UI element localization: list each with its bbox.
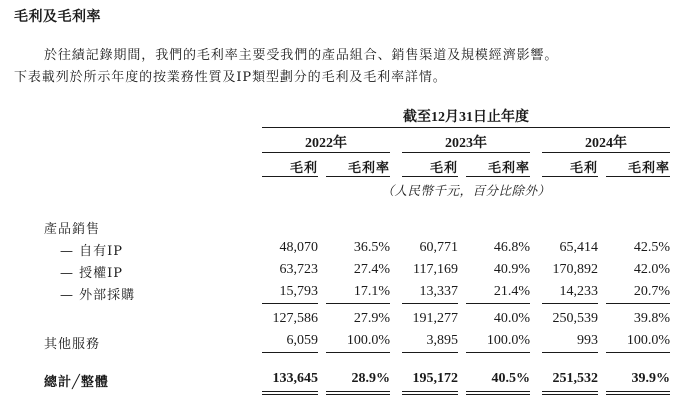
total-double-rule: [402, 391, 458, 395]
subtotal-cell: 127,586: [272, 311, 318, 326]
section-label-product-sales: 產品銷售: [44, 222, 101, 237]
table-cell: 100.0%: [486, 333, 530, 348]
subheader-rule: [326, 176, 390, 177]
subtotal-cell: 40.0%: [493, 311, 530, 326]
subtotal-cell: 250,539: [552, 311, 598, 326]
year-rule-2022: [262, 152, 390, 153]
section-title: 毛利及毛利率: [14, 9, 101, 25]
paragraph-line-1: 於往績記錄期間，我們的毛利率主要受我們的產品組合、銷售渠道及規模經濟影響。: [44, 48, 559, 63]
subtotal-rule: [542, 303, 598, 304]
row-label: 其他服務: [44, 337, 101, 352]
table-cell: 36.5%: [353, 240, 390, 255]
table-cell: 170,892: [552, 262, 598, 277]
table-cell: 993: [577, 333, 598, 348]
year-header-2024: 2024年: [585, 136, 627, 151]
total-cell: 133,645: [272, 371, 318, 386]
total-cell: 39.9%: [631, 371, 670, 386]
subheader-rule: [262, 176, 318, 177]
subheader-rule: [606, 176, 670, 177]
table-cell: 100.0%: [626, 333, 670, 348]
total-double-rule: [262, 391, 318, 395]
paragraph-line-2: 下表載列於所示年度的按業務性質及IP類型劃分的毛利及毛利率詳情。: [14, 70, 447, 85]
subheader-gross-profit: 毛利: [569, 161, 598, 176]
subtotal-cell: 191,277: [412, 311, 458, 326]
total-rule: [606, 352, 670, 353]
table-cell: 6,059: [286, 333, 318, 348]
row-label: — 自有IP: [60, 244, 124, 259]
year-header-2023: 2023年: [445, 136, 487, 151]
year-header-2022: 2022年: [305, 136, 347, 151]
table-cell: 46.8%: [493, 240, 530, 255]
table-cell: 42.5%: [633, 240, 670, 255]
table-cell: 3,895: [426, 333, 458, 348]
subheader-gross-margin: 毛利率: [347, 161, 390, 176]
table-cell: 42.0%: [633, 262, 670, 277]
total-rule: [542, 352, 598, 353]
table-cell: 100.0%: [346, 333, 390, 348]
total-rule: [262, 352, 318, 353]
table-cell: 15,793: [279, 284, 318, 299]
table-cell: 65,414: [559, 240, 598, 255]
total-cell: 251,532: [552, 371, 598, 386]
row-label: — 外部採購: [60, 288, 136, 303]
period-header: 截至12月31日止年度: [403, 110, 529, 125]
total-label: 總計╱整體: [44, 375, 109, 390]
row-label: — 授權IP: [60, 266, 124, 281]
subtotal-rule: [606, 303, 670, 304]
subheader-rule: [542, 176, 598, 177]
table-cell: 14,233: [559, 284, 598, 299]
total-cell: 40.5%: [491, 371, 530, 386]
table-cell: 17.1%: [353, 284, 390, 299]
total-rule: [402, 352, 458, 353]
subtotal-rule: [326, 303, 390, 304]
subheader-gross-profit: 毛利: [289, 161, 318, 176]
total-double-rule: [326, 391, 390, 395]
total-double-rule: [606, 391, 670, 395]
table-cell: 40.9%: [493, 262, 530, 277]
subheader-rule: [466, 176, 530, 177]
subtotal-rule: [402, 303, 458, 304]
table-cell: 13,337: [419, 284, 458, 299]
total-rule: [326, 352, 390, 353]
table-cell: 20.7%: [633, 284, 670, 299]
subheader-gross-margin: 毛利率: [487, 161, 530, 176]
table-cell: 48,070: [279, 240, 318, 255]
unit-note: （人民幣千元，百分比除外）: [381, 183, 551, 198]
total-double-rule: [466, 391, 530, 395]
subtotal-rule: [262, 303, 318, 304]
subheader-gross-margin: 毛利率: [627, 161, 670, 176]
subheader-gross-profit: 毛利: [429, 161, 458, 176]
table-cell: 63,723: [279, 262, 318, 277]
header-rule: [262, 127, 670, 128]
year-rule-2023: [402, 152, 530, 153]
table-cell: 27.4%: [353, 262, 390, 277]
subtotal-cell: 39.8%: [633, 311, 670, 326]
table-cell: 21.4%: [493, 284, 530, 299]
total-cell: 195,172: [412, 371, 458, 386]
total-double-rule: [542, 391, 598, 395]
subtotal-cell: 27.9%: [353, 311, 390, 326]
total-rule: [466, 352, 530, 353]
subtotal-rule: [466, 303, 530, 304]
total-cell: 28.9%: [351, 371, 390, 386]
subheader-rule: [402, 176, 458, 177]
table-cell: 117,169: [413, 262, 458, 277]
table-cell: 60,771: [419, 240, 458, 255]
year-rule-2024: [542, 152, 670, 153]
